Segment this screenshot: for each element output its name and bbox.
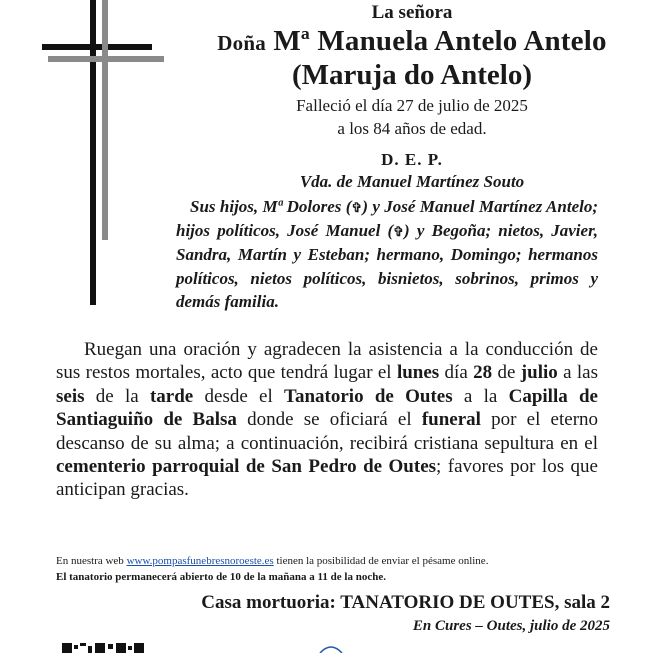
body-bold: seis [56, 385, 85, 407]
web-suffix: tienen la posibilidad de enviar el pésame online. [273, 555, 489, 567]
cross-icon [40, 0, 165, 310]
qr-code-icon [62, 640, 152, 652]
body-bold: Capilla de Santiaguiño de Balsa [56, 385, 598, 431]
body-text: ; favores por los que anticipan gracias. [56, 456, 598, 501]
web-prefix: En nuestra web [56, 555, 127, 567]
body-bold: Tanatorio de Outes [284, 385, 453, 407]
widow-text: Vda. de Manuel Martínez Souto [299, 172, 525, 191]
body-text: Ruegan una oración y agradecen la asistencia a la conducción de sus restos mortales, acto que tendrá lugar el [56, 339, 598, 384]
funeral-home: Casa mortuoria: TANATORIO DE OUTES, sala 2 [201, 592, 610, 613]
body-text: por el eterno descanso de su alma; a continuación, recibirá cristiana sepultura en el [56, 409, 599, 454]
body-bold: lunes [396, 362, 440, 384]
body-text: de la [84, 385, 150, 407]
family-list [176, 195, 598, 313]
opening-hours: El tanatorio permanecerá abierto de 10 de la mañana a 11 de la noche. [56, 571, 386, 583]
title-prefix: La señora [371, 2, 453, 23]
body-text: a las [557, 362, 599, 384]
body-text: día [439, 362, 474, 384]
funeral-details [56, 338, 598, 502]
death-date: Falleció el día 27 de julio de 2025 [296, 96, 528, 115]
age-text: a los 84 años de edad. [337, 119, 487, 138]
body-bold: 28 [473, 362, 493, 384]
website-link[interactable]: www.pompasfunebresnoroeste.es [126, 555, 274, 567]
family-text: Sus hijos, Mª Dolores ( [190, 197, 352, 216]
body-text: de [492, 362, 521, 384]
family-text: ) y José Manuel Martínez Antelo; hijos políticos, José Manuel ( [176, 197, 598, 241]
body-bold: funeral [421, 409, 481, 431]
body-text: a la [452, 385, 509, 407]
logo-icon [316, 640, 346, 652]
web-note [56, 555, 616, 567]
body-text: desde el [193, 385, 285, 407]
cross-small-icon: ✞ [393, 224, 405, 240]
dep-text: D. E. P. [381, 150, 443, 169]
body-text: donde se oficiará el [236, 409, 422, 431]
body-bold: tarde [149, 385, 194, 407]
cross-small-icon: ✞ [351, 200, 363, 215]
name-main: Mª Manuela Antelo Antelo [273, 25, 607, 57]
body-bold: cementerio parroquial de San Pedro de Outes [56, 456, 437, 478]
body-bold: julio [520, 362, 558, 384]
deceased-name [152, 25, 650, 58]
family-text: ) y Begoña; nietos, Javier, Sandra, Martín y Esteban; hermano, Domingo; hermanos políticos, nietos políticos, bisnietos, sobrinos, primos y demás familia. [176, 221, 599, 311]
name-prefix: Doña [217, 31, 266, 55]
place-date: En Cures – Outes, julio de 2025 [412, 618, 610, 634]
deceased-alias: (Maruja do Antelo) [291, 59, 533, 91]
